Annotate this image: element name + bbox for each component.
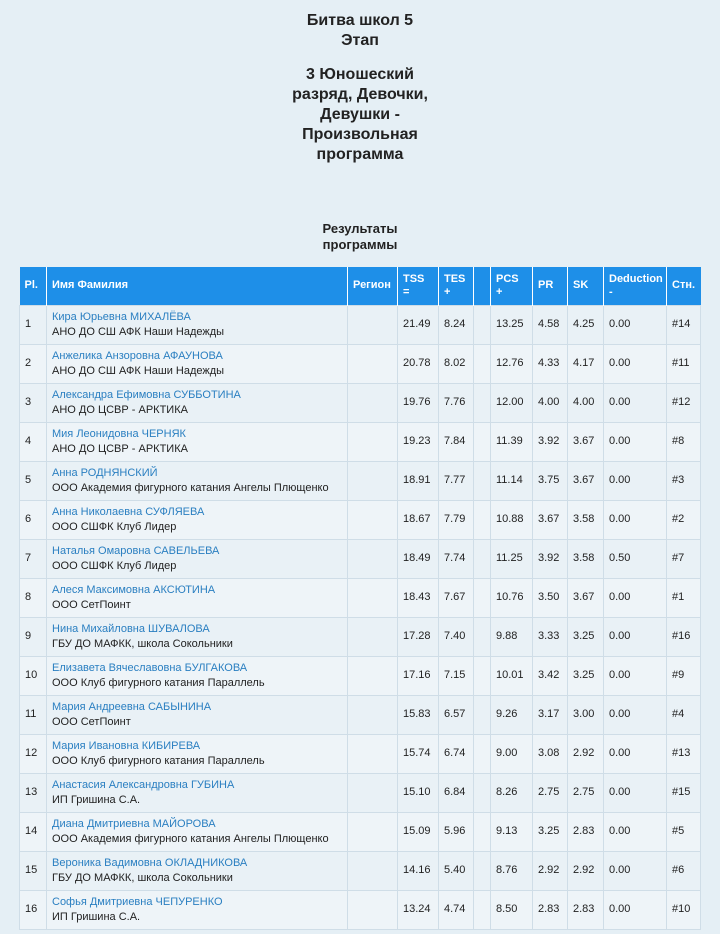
cell-tss: 18.43 [398,578,439,617]
skater-club: ИП Гришина С.А. [52,910,141,923]
skater-club: АНО ДО СШ АФК Наши Надежды [52,325,225,338]
skater-club: АНО ДО СШ АФК Наши Надежды [52,364,225,377]
cell-tes: 4.74 [439,890,474,929]
cell-pr: 3.92 [533,539,568,578]
column-header[interactable]: Регион [348,267,398,305]
skater-club: ООО СетПоинт [52,598,131,611]
cell-pr: 4.33 [533,344,568,383]
cell-region [348,695,398,734]
cell-ded: 0.50 [604,539,667,578]
cell-pr: 3.33 [533,617,568,656]
cell-ded: 0.00 [604,461,667,500]
cell-pcs: 10.88 [491,500,533,539]
table-row [20,656,701,695]
skater-cell [47,344,348,383]
skater-cell [47,812,348,851]
empty-cell [474,344,491,383]
cell-tss: 17.16 [398,656,439,695]
cell-pl: 12 [20,734,47,773]
cell-tes: 5.96 [439,812,474,851]
skater-cell [47,734,348,773]
cell-tes: 8.02 [439,344,474,383]
empty-cell [474,890,491,929]
cell-pl: 7 [20,539,47,578]
column-header[interactable]: TSS = [398,267,439,305]
table-row [20,344,701,383]
cell-start: #15 [667,773,701,812]
cell-pl: 4 [20,422,47,461]
empty-cell [474,851,491,890]
skater-cell [47,617,348,656]
cell-ded: 0.00 [604,344,667,383]
column-header[interactable]: Pl. [20,267,47,305]
skater-club: ООО Клуб фигурного катания Параллель [52,754,265,767]
skater-name-link[interactable]: Александра Ефимовна СУББОТИНА [52,388,241,401]
table-row [20,617,701,656]
skater-name-link[interactable]: Алеся Максимовна АКСЮТИНА [52,583,216,596]
table-row [20,773,701,812]
cell-pl: 6 [20,500,47,539]
cell-sk: 4.25 [568,305,604,344]
cell-pl: 14 [20,812,47,851]
skater-cell [47,656,348,695]
column-header[interactable]: Стн. [667,267,701,305]
cell-tss: 13.24 [398,890,439,929]
cell-ded: 0.00 [604,773,667,812]
skater-name-link[interactable]: Софья Дмитриевна ЧЕПУРЕНКО [52,895,223,908]
cell-sk: 2.92 [568,734,604,773]
cell-region [348,656,398,695]
skater-club: ООО СШФК Клуб Лидер [52,559,177,572]
skater-cell [47,695,348,734]
cell-sk: 3.58 [568,539,604,578]
cell-ded: 0.00 [604,617,667,656]
cell-ded: 0.00 [604,656,667,695]
event-title-line2: 3 Юношеский разряд, Девочки, Девушки - Произвольная программа [292,66,428,163]
table-body [20,305,701,929]
cell-pr: 3.08 [533,734,568,773]
cell-ded: 0.00 [604,383,667,422]
cell-tes: 7.76 [439,383,474,422]
empty-cell [474,656,491,695]
cell-start: #4 [667,695,701,734]
cell-sk: 3.25 [568,617,604,656]
skater-club: ООО Клуб фигурного катания Параллель [52,676,265,689]
cell-region [348,305,398,344]
table-row [20,383,701,422]
table-row [20,734,701,773]
skater-name-link[interactable]: Анжелика Анзоровна АФАУНОВА [52,349,223,362]
cell-pcs: 11.39 [491,422,533,461]
cell-tes: 6.84 [439,773,474,812]
cell-sk: 3.25 [568,656,604,695]
cell-pl: 11 [20,695,47,734]
skater-club: ООО СШФК Клуб Лидер [52,520,177,533]
skater-name-link[interactable]: Диана Дмитриевна МАЙОРОВА [52,817,216,830]
cell-start: #16 [667,617,701,656]
skater-club: АНО ДО ЦСВР - АРКТИКА [52,442,188,455]
results-table [19,267,701,930]
cell-sk: 4.00 [568,383,604,422]
cell-start: #2 [667,500,701,539]
skater-club: ГБУ ДО МАФКК, школа Сокольники [52,871,233,884]
table-row [20,578,701,617]
cell-tes: 7.79 [439,500,474,539]
cell-tss: 20.78 [398,344,439,383]
cell-sk: 2.92 [568,851,604,890]
cell-pl: 9 [20,617,47,656]
column-header[interactable]: TES + [439,267,474,305]
skater-club: АНО ДО ЦСВР - АРКТИКА [52,403,188,416]
skater-name-link[interactable]: Мия Леонидовна ЧЕРНЯК [52,427,186,440]
skater-club: ГБУ ДО МАФКК, школа Сокольники [52,637,233,650]
cell-region [348,773,398,812]
cell-start: #9 [667,656,701,695]
cell-pcs: 11.14 [491,461,533,500]
cell-region [348,890,398,929]
cell-region [348,422,398,461]
skater-name-link[interactable]: Кира Юрьевна МИХАЛЁВА [52,310,191,323]
cell-ded: 0.00 [604,890,667,929]
skater-name-link[interactable]: Анна Николаевна СУФЛЯЕВА [52,505,205,518]
cell-ded: 0.00 [604,422,667,461]
skater-cell [47,890,348,929]
cell-region [348,383,398,422]
cell-pl: 8 [20,578,47,617]
cell-start: #7 [667,539,701,578]
cell-pr: 4.00 [533,383,568,422]
cell-pcs: 9.00 [491,734,533,773]
cell-pcs: 12.00 [491,383,533,422]
table-row [20,695,701,734]
cell-tes: 7.40 [439,617,474,656]
cell-pcs: 10.76 [491,578,533,617]
cell-pcs: 8.76 [491,851,533,890]
cell-pr: 3.50 [533,578,568,617]
table-row [20,851,701,890]
cell-pr: 3.67 [533,500,568,539]
skater-cell [47,773,348,812]
cell-ded: 0.00 [604,695,667,734]
empty-cell [474,812,491,851]
skater-cell [47,851,348,890]
table-row [20,305,701,344]
cell-start: #1 [667,578,701,617]
cell-pr: 2.83 [533,890,568,929]
cell-sk: 4.17 [568,344,604,383]
cell-region [348,851,398,890]
cell-tss: 15.74 [398,734,439,773]
skater-name-link[interactable]: Наталья Омаровна САВЕЛЬЕВА [52,544,220,557]
cell-start: #3 [667,461,701,500]
cell-tes: 6.57 [439,695,474,734]
cell-tes: 5.40 [439,851,474,890]
cell-tss: 15.10 [398,773,439,812]
cell-pl: 10 [20,656,47,695]
table-row [20,539,701,578]
table-row [20,461,701,500]
cell-sk: 3.67 [568,422,604,461]
column-header[interactable]: PCS + [491,267,533,305]
empty-cell [474,773,491,812]
section-title: Результаты программы [322,221,398,252]
cell-pl: 3 [20,383,47,422]
cell-sk: 2.83 [568,890,604,929]
cell-pcs: 12.76 [491,344,533,383]
empty-cell [474,461,491,500]
skater-name-link[interactable]: Нина Михайловна ШУВАЛОВА [52,622,210,635]
cell-pcs: 9.88 [491,617,533,656]
cell-tes: 7.15 [439,656,474,695]
cell-ded: 0.00 [604,812,667,851]
table-header-row [20,267,701,305]
cell-region [348,461,398,500]
cell-pr: 3.17 [533,695,568,734]
cell-pr: 3.25 [533,812,568,851]
empty-cell [474,734,491,773]
cell-pcs: 10.01 [491,656,533,695]
cell-region [348,617,398,656]
table-row [20,500,701,539]
cell-sk: 3.67 [568,578,604,617]
empty-cell [474,578,491,617]
skater-name-link[interactable]: Анастасия Александровна ГУБИНА [52,778,235,791]
cell-start: #5 [667,812,701,851]
cell-sk: 3.58 [568,500,604,539]
cell-tes: 7.84 [439,422,474,461]
cell-pl: 2 [20,344,47,383]
cell-tss: 15.09 [398,812,439,851]
cell-tss: 19.76 [398,383,439,422]
cell-tes: 6.74 [439,734,474,773]
cell-pcs: 11.25 [491,539,533,578]
cell-tes: 7.74 [439,539,474,578]
empty-cell [474,539,491,578]
cell-sk: 3.00 [568,695,604,734]
event-title [0,11,720,165]
cell-start: #8 [667,422,701,461]
cell-tss: 21.49 [398,305,439,344]
empty-cell [474,422,491,461]
cell-tes: 8.24 [439,305,474,344]
cell-tes: 7.77 [439,461,474,500]
cell-tss: 15.83 [398,695,439,734]
skater-cell [47,383,348,422]
empty-cell [474,695,491,734]
table-row [20,422,701,461]
table-row [20,890,701,929]
skater-cell [47,539,348,578]
column-header[interactable] [474,267,491,305]
cell-tss: 18.67 [398,500,439,539]
skater-cell [47,461,348,500]
cell-sk: 3.67 [568,461,604,500]
cell-pl: 5 [20,461,47,500]
cell-tss: 19.23 [398,422,439,461]
skater-name-link[interactable]: Елизавета Вячеславовна БУЛГАКОВА [52,661,248,674]
cell-sk: 2.75 [568,773,604,812]
skater-name-link[interactable]: Анна РОДНЯНСКИЙ [52,466,158,479]
cell-start: #12 [667,383,701,422]
cell-pr: 4.58 [533,305,568,344]
event-title-line1: Битва школ 5 Этап [306,12,414,49]
cell-pcs: 13.25 [491,305,533,344]
cell-tes: 7.67 [439,578,474,617]
column-header[interactable]: Имя Фамилия [47,267,348,305]
cell-sk: 2.83 [568,812,604,851]
skater-club: ИП Гришина С.А. [52,793,141,806]
cell-region [348,812,398,851]
cell-tss: 18.91 [398,461,439,500]
column-header[interactable]: SK [568,267,604,305]
cell-pl: 1 [20,305,47,344]
skater-name-link[interactable]: Мария Андреевна САБЫНИНА [52,700,212,713]
cell-ded: 0.00 [604,851,667,890]
cell-pcs: 8.26 [491,773,533,812]
empty-cell [474,383,491,422]
skater-club: ООО СетПоинт [52,715,131,728]
cell-pcs: 9.13 [491,812,533,851]
cell-pr: 3.42 [533,656,568,695]
cell-pr: 3.75 [533,461,568,500]
cell-ded: 0.00 [604,305,667,344]
skater-name-link[interactable]: Мария Ивановна КИБИРЕВА [52,739,201,752]
skater-cell [47,500,348,539]
cell-ded: 0.00 [604,578,667,617]
cell-pr: 3.92 [533,422,568,461]
cell-pl: 15 [20,851,47,890]
cell-pr: 2.92 [533,851,568,890]
cell-tss: 14.16 [398,851,439,890]
cell-region [348,344,398,383]
cell-pcs: 9.26 [491,695,533,734]
column-header[interactable]: PR [533,267,568,305]
cell-start: #11 [667,344,701,383]
cell-region [348,734,398,773]
cell-tss: 18.49 [398,539,439,578]
cell-start: #10 [667,890,701,929]
cell-region [348,578,398,617]
empty-cell [474,500,491,539]
cell-start: #13 [667,734,701,773]
cell-pl: 13 [20,773,47,812]
skater-club: ООО Академия фигурного катания Ангелы Плющенко [52,832,329,845]
empty-cell [474,617,491,656]
cell-region [348,539,398,578]
empty-cell [474,305,491,344]
cell-pr: 2.75 [533,773,568,812]
skater-cell [47,305,348,344]
cell-ded: 0.00 [604,500,667,539]
skater-club: ООО Академия фигурного катания Ангелы Плющенко [52,481,329,494]
skater-name-link[interactable]: Вероника Вадимовна ОКЛАДНИКОВА [52,856,248,869]
cell-start: #14 [667,305,701,344]
table-row [20,812,701,851]
column-header[interactable]: Deduction - [604,267,667,305]
cell-start: #6 [667,851,701,890]
cell-pl: 16 [20,890,47,929]
skater-cell [47,578,348,617]
cell-pcs: 8.50 [491,890,533,929]
skater-cell [47,422,348,461]
cell-region [348,500,398,539]
cell-tss: 17.28 [398,617,439,656]
cell-ded: 0.00 [604,734,667,773]
